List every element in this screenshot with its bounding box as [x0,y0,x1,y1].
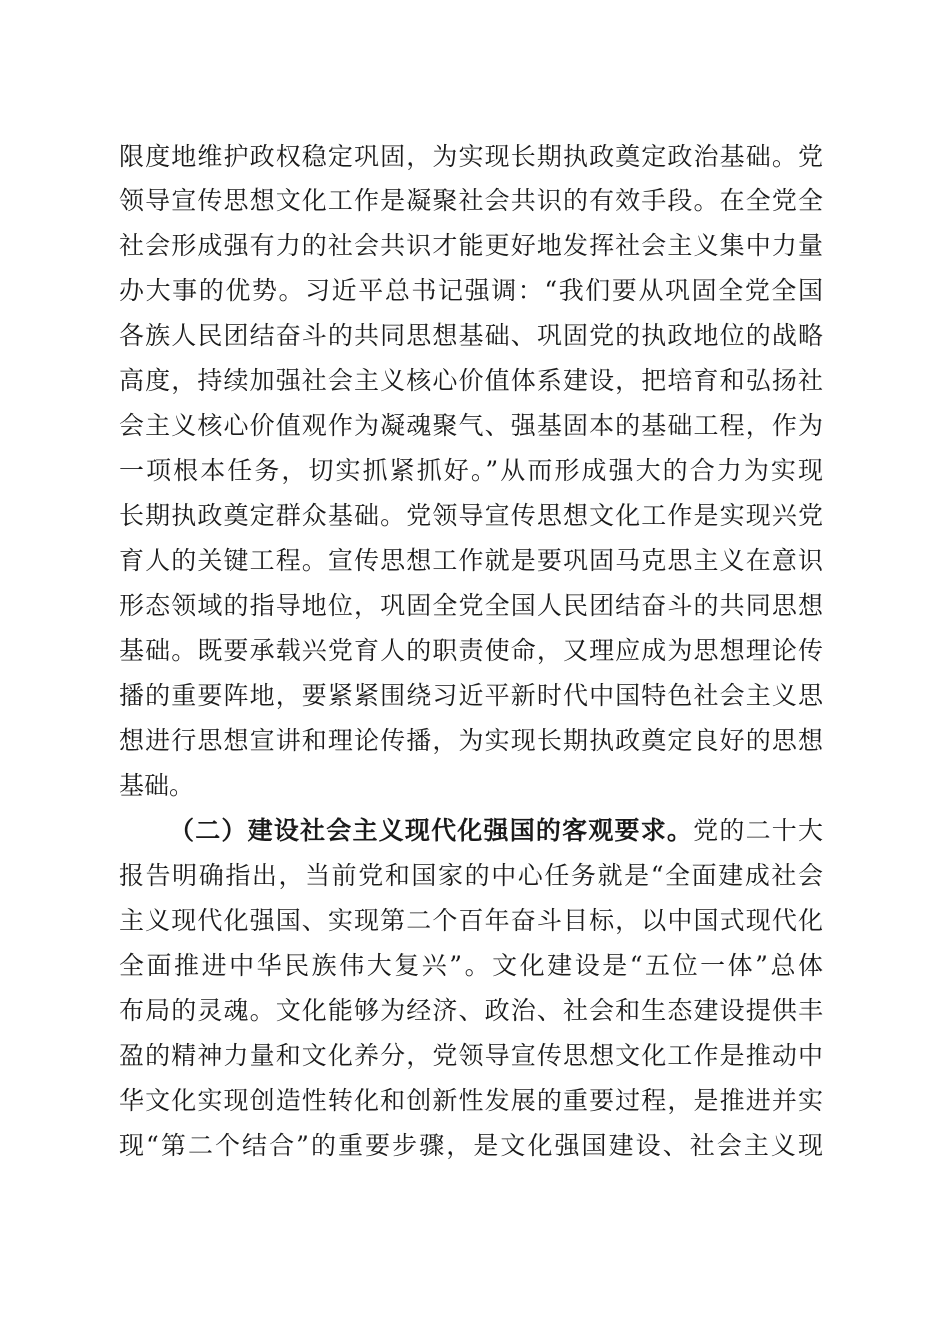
paragraph-2-line: 全面推进中华民族伟大复兴”。文化建设是“五位一体”总体 [119,951,823,980]
paragraph-1-line: 一项根本任务，切实抓紧抓好。”从而形成强大的合力为实现 [119,456,823,485]
paragraph-2-line: 盈的精神力量和文化养分，党领导宣传思想文化工作是推动中 [119,1041,823,1070]
paragraph-1-line: 播的重要阵地，要紧紧围绕习近平新时代中国特色社会主义思 [119,681,823,710]
paragraph-1-line: 办大事的优势。习近平总书记强调：“我们要从巩固全党全国 [119,276,823,305]
paragraph-1-line: 领导宣传思想文化工作是凝聚社会共识的有效手段。在全党全 [119,186,823,215]
paragraph-1-line: 限度地维护政权稳定巩固，为实现长期执政奠定政治基础。党 [119,142,823,171]
paragraph-2-line: 主义现代化强国、实现第二个百年奋斗目标，以中国式现代化 [119,906,823,935]
paragraph-1-line: 形态领域的指导地位，巩固全党全国人民团结奋斗的共同思想 [119,591,823,620]
paragraph-2-line: 布局的灵魂。文化能够为经济、政治、社会和生态建设提供丰 [119,996,823,1025]
paragraph-2-line: 报告明确指出，当前党和国家的中心任务就是“全面建成社会 [119,861,823,890]
paragraph-1-line: 基础。 [119,771,195,800]
paragraph-1-line: 会主义核心价值观作为凝魂聚气、强基固本的基础工程，作为 [119,411,823,440]
paragraph-1-line: 想进行思想宣讲和理论传播，为实现长期执政奠定良好的思想 [119,726,823,755]
paragraph-1-line: 各族人民团结奋斗的共同思想基础、巩固党的执政地位的战略 [119,321,823,350]
paragraph-2-first-line [169,811,823,851]
paragraph-1-line: 基础。既要承载兴党育人的职责使命，又理应成为思想理论传 [119,636,823,665]
paragraph-1-line: 社会形成强有力的社会共识才能更好地发挥社会主义集中力量 [119,231,823,260]
paragraph-2-line: 华文化实现创造性转化和创新性发展的重要过程，是推进并实 [119,1086,823,1115]
paragraph-1-line: 育人的关键工程。宣传思想工作就是要巩固马克思主义在意识 [119,546,823,575]
section-heading: （二）建设社会主义现代化强国的客观要求。 [169,816,694,845]
paragraph-2-first-line-text: 党的二十大 [693,816,823,845]
paragraph-1-line: 高度，持续加强社会主义核心价值体系建设，把培育和弘扬社 [119,366,823,395]
paragraph-2-line: 现“第二个结合”的重要步骤，是文化强国建设、社会主义现 [119,1131,823,1160]
paragraph-1-line: 长期执政奠定群众基础。党领导宣传思想文化工作是实现兴党 [119,501,823,530]
